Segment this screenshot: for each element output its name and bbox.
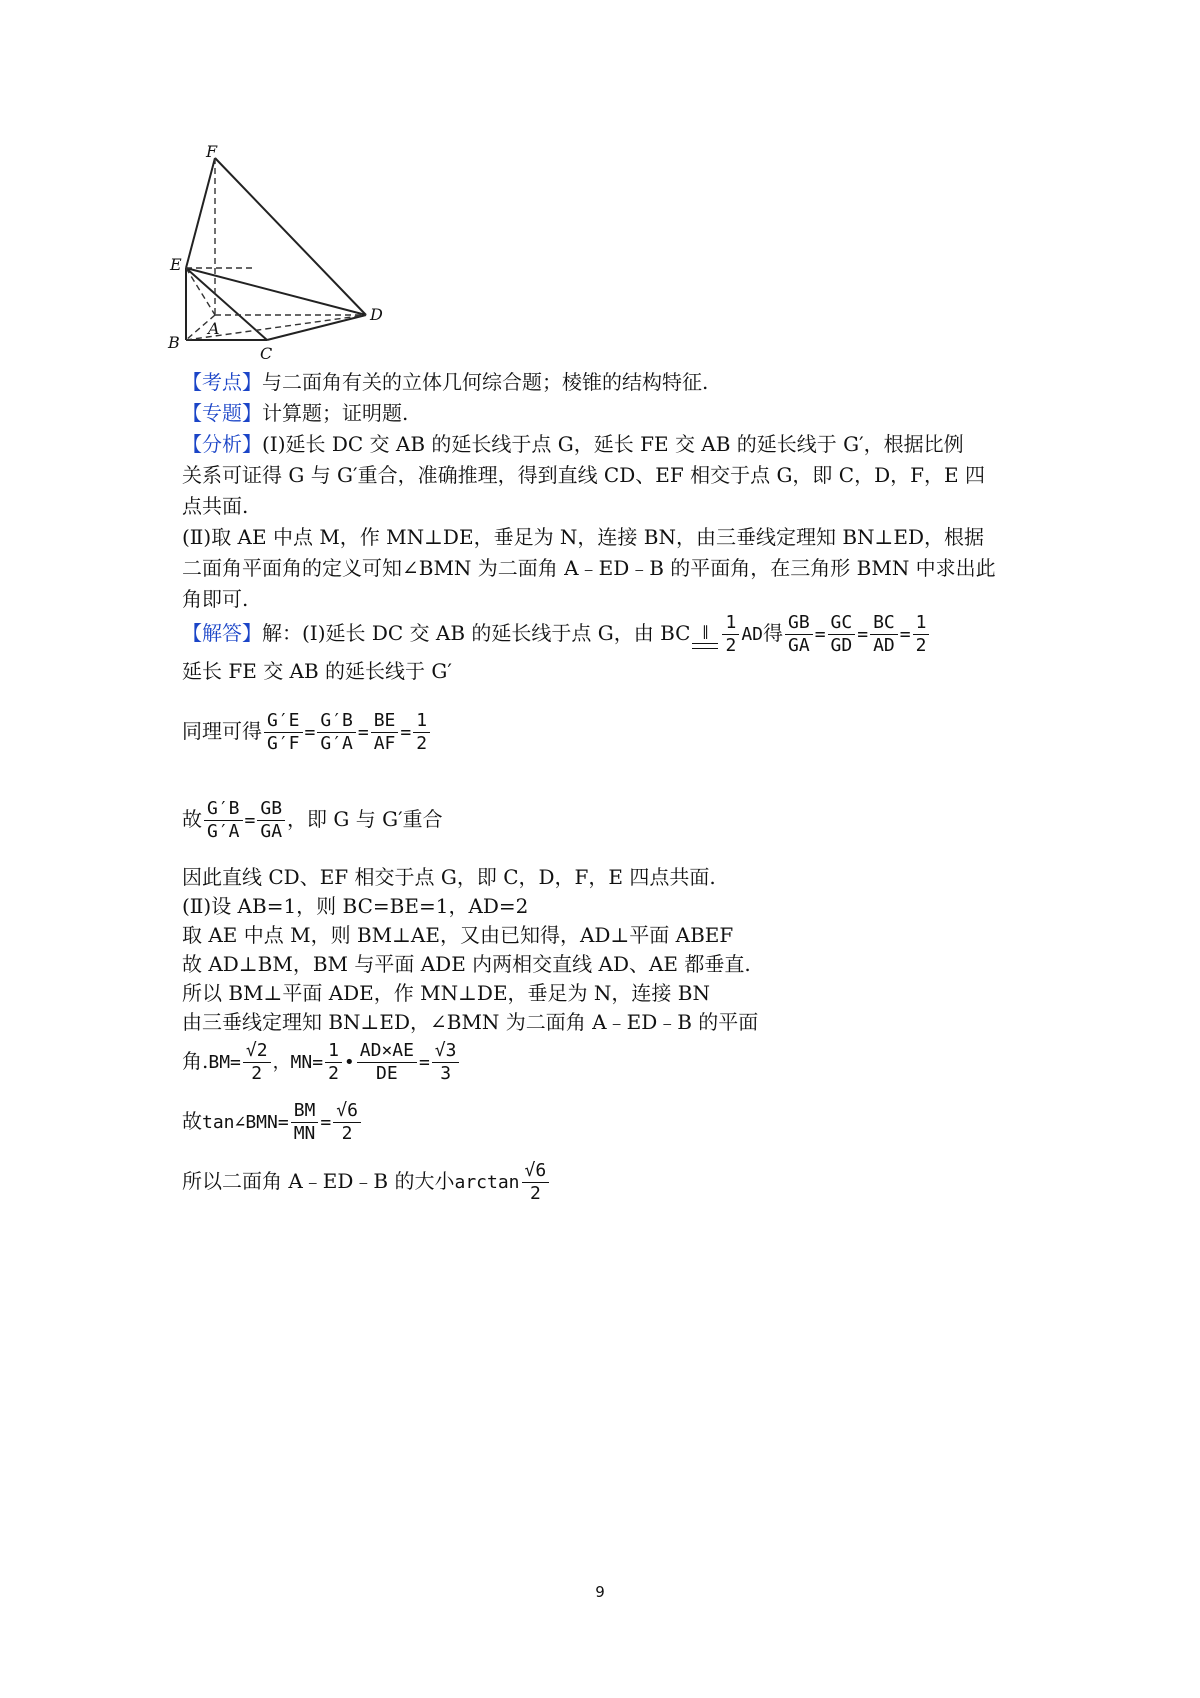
frac-one-half: $\frac{1}{2}$ (913, 612, 930, 657)
label-C: C (260, 344, 273, 363)
label-B: B (168, 333, 180, 352)
zhuanti-line (182, 398, 408, 429)
label-F: F (206, 142, 218, 161)
fenxi-line-5: 二面角平面角的定义可知∠BMN 为二面角 A﹣ED﹣B 的平面角，在三角形 BMN 中求出此 (182, 556, 996, 580)
jieda-tag: 【解答】 (182, 621, 262, 645)
kaodian-tag: 【考点】 (182, 370, 262, 394)
fenxi-tag: 【分析】 (182, 432, 262, 456)
frac-half: $\frac{1}{2}$ (722, 612, 739, 657)
page-number: 9 (595, 1583, 605, 1601)
frac-sqrt3-3: $\frac{√3}{3}$ (432, 1040, 460, 1085)
frac-half-3: $\frac{1}{2}$ (325, 1040, 342, 1085)
frac-sqrt6-2: $\frac{√6}{2}$ (333, 1100, 361, 1145)
bm-eq: BM= (208, 1052, 241, 1073)
jieda-line-3: 同理可得 $\frac{G'E}{G'F}$ = $\frac{G'B}{G'A}$ = $\frac{BE}{AF}$ = $\frac{1}{2}$ (182, 710, 432, 755)
jieda-text-11: 角. (182, 1049, 209, 1073)
label-E: E (170, 255, 182, 274)
jieda-text-13: 所以二面角 A﹣ED﹣B 的大小 (182, 1169, 455, 1193)
frac-bc-ad: $\frac{BC}{AD}$ (870, 612, 898, 657)
dot-op: • (343, 1052, 355, 1073)
fenxi-line-1 (182, 429, 964, 460)
kaodian-text: 与二面角有关的立体几何综合题；棱锥的结构特征. (262, 370, 709, 394)
label-D: D (370, 305, 383, 324)
jieda-line-6: (Ⅱ)设 AB=1，则 BC=BE=1，AD=2 (182, 894, 529, 918)
jieda-line-7: 取 AE 中点 M，则 BM⊥AE，又由已知得，AD⊥平面 ABEF (182, 923, 734, 947)
jieda-line-10: 由三垂线定理知 BN⊥ED，∠BMN 为二面角 A﹣ED﹣B 的平面 (182, 1010, 759, 1034)
label-A: A (208, 319, 220, 338)
de-text: 得 (763, 621, 784, 645)
frac-gc-gd: $\frac{GC}{GD}$ (828, 612, 856, 657)
kaodian-line (182, 367, 708, 398)
jieda-line-13 (182, 1160, 551, 1205)
tan-bmn: tan∠BMN= (202, 1112, 289, 1133)
fenxi-text-1: (Ⅰ)延长 DC 交 AB 的延长线于点 G，延长 FE 交 AB 的延长线于 G′，根据比例 (262, 432, 964, 456)
frac-gb-ga-prime: $\frac{G'B}{G'A}$ (317, 710, 356, 755)
edge-CD (267, 315, 366, 340)
fenxi-line-6: 角即可. (182, 587, 249, 611)
frac-gb-ga: $\frac{GB}{GA}$ (785, 612, 813, 657)
jieda-line-8: 故 AD⊥BM，BM 与平面 ADE 内两相交直线 AD、AE 都垂直. (182, 952, 751, 976)
frac-gb-ga-2: $\frac{GB}{GA}$ (257, 798, 285, 843)
jieda-text-4: 故 (182, 807, 202, 831)
frac-ge-gf: $\frac{G'E}{G'F}$ (264, 710, 303, 755)
jieda-tail-4: ，即 G 与 G′重合 (287, 807, 443, 831)
arctan-text: arctan (454, 1172, 520, 1193)
jieda-line-5: 因此直线 CD、EF 相交于点 G，即 C，D，F，E 四点共面. (182, 865, 716, 889)
jieda-line-1: 【解答】解：(Ⅰ)延长 DC 交 AB 的延长线于点 G，由 BC ∥ $\frac{1}{2}$ AD得 $\frac{GB}{GA}$ = $\frac{GC}{GD}$ = $\frac{BC}{AD}$ = $\frac{1}{2}$ (182, 612, 931, 657)
zhuanti-text: 计算题；证明题. (262, 401, 409, 425)
jieda-text-3: 同理可得 (182, 719, 262, 743)
jieda-text-1: 解：(Ⅰ)延长 DC 交 AB 的延长线于点 G，由 BC (262, 621, 691, 645)
fenxi-line-4: (Ⅱ)取 AE 中点 M，作 MN⊥DE，垂足为 N，连接 BN，由三垂线定理知 BN⊥ED，根据 (182, 525, 984, 549)
frac-adae-de: $\frac{AD\times AE}{DE}$ (357, 1040, 417, 1085)
frac-gb-ga-prime-2: $\frac{G'B}{G'A}$ (204, 798, 243, 843)
parallel-eq-symbol: ∥ (692, 621, 718, 649)
jieda-line-9: 所以 BM⊥平面 ADE，作 MN⊥DE，垂足为 N，连接 BN (182, 981, 710, 1005)
jieda-line-2: 延长 FE 交 AB 的延长线于 G′ (182, 659, 452, 683)
mn-eq: ，MN= (272, 1052, 324, 1073)
fenxi-line-2: 关系可证得 G 与 G′重合，准确推理，得到直线 CD、EF 相交于点 G，即 C，D，F，E 四 (182, 463, 985, 487)
frac-sqrt6-2-b: $\frac{√6}{2}$ (522, 1160, 550, 1205)
ad-text: AD (741, 624, 764, 645)
pyramid-figure (168, 142, 410, 370)
jieda-line-12: 故tan∠BMN= $\frac{BM}{MN}$ = $\frac{√6}{2}$ (182, 1100, 363, 1145)
edge-FE (186, 158, 215, 268)
edge-FD (215, 158, 366, 315)
frac-bm-mn: $\frac{BM}{MN}$ (291, 1100, 319, 1145)
jieda-text-12: 故 (182, 1109, 202, 1133)
zhuanti-tag: 【专题】 (182, 401, 262, 425)
frac-sqrt2-2: $\frac{√2}{2}$ (243, 1040, 271, 1085)
jieda-line-4: 故 $\frac{G'B}{G'A}$ = $\frac{GB}{GA}$ ，即 G 与 G′重合 (182, 798, 443, 842)
frac-one-half-2: $\frac{1}{2}$ (413, 710, 430, 755)
jieda-line-11: 角.BM= $\frac{√2}{2}$ ，MN= $\frac{1}{2}$ • $\frac{AD\times AE}{DE}$ = $\frac{√3}{3}$ (182, 1040, 461, 1085)
fenxi-line-3: 点共面. (182, 494, 249, 518)
frac-be-af: $\frac{BE}{AF}$ (371, 710, 399, 755)
